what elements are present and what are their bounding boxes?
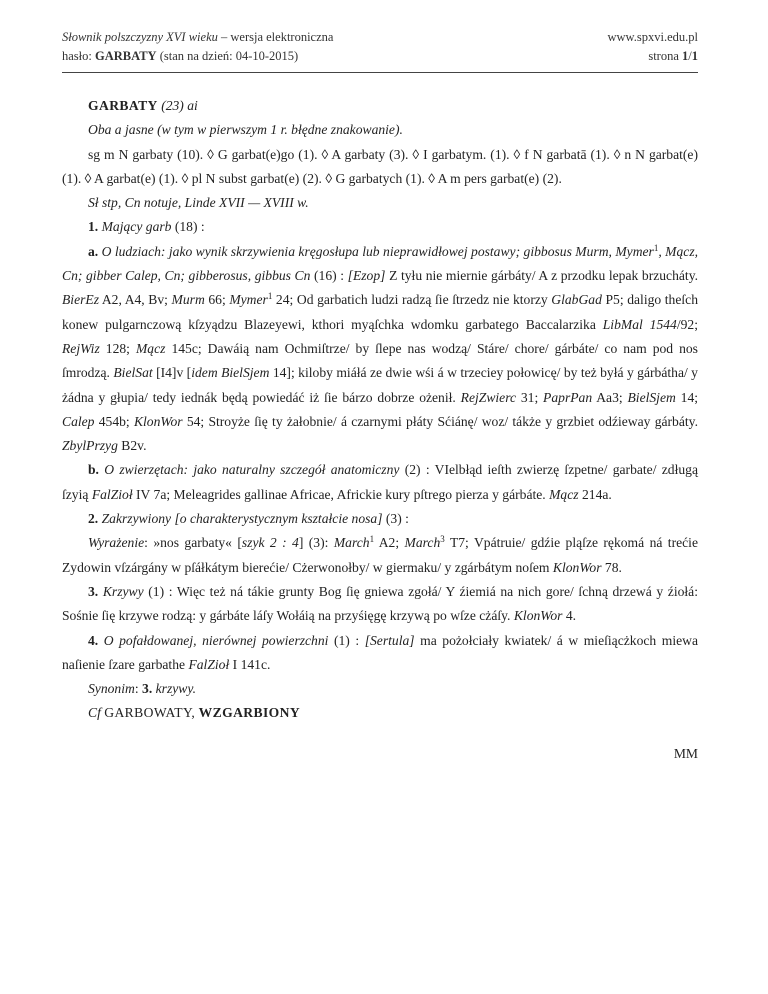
header-url[interactable]: www.spxvi.edu.pl	[607, 30, 698, 44]
sense-1b: b. O zwierzętach: jako naturalny szczegół anatomiczny (2) : VIelbłąd ieſth zwierzę ſzpetne/ garbate/ zdługą ſzyią FalZioł IV 7a; Meleagrides gallinae Africae, Africkie kury pſtrego pierza y gárbáte. Mącz 214a.	[62, 462, 698, 502]
entry-headline: GARBATY (23) ai	[88, 98, 198, 113]
entry-sources: Sł stp, Cn notuje, Linde XVII — XVIII w.	[88, 195, 309, 211]
dictionary-entry	[62, 94, 698, 766]
entry-headword: GARBATY	[88, 98, 158, 113]
sense-4: 4. O pofałdowanej, nierównej powierzchni (1) : [Sertula] ma pożołciały kwiatek/ á w mieſiącżkoch miewa naſienie ſzare garbathe FalZioł I 141c.	[62, 632, 698, 672]
sense-1: 1. Mający garb (18) :	[88, 219, 205, 235]
header-headword: GARBATY	[94, 49, 157, 63]
entry-note: Oba a jasne (w tym w pierwszym 1 r. błędne znakowanie).	[88, 122, 403, 138]
author-initials: MM	[673, 745, 698, 761]
entry-inflection: sg m N garbaty (10). ◊ G garbat(e)go (1). ◊ A garbaty (3). ◊ I garbatym. (1). ◊ f N garbatā (1). ◊ n N garbat(e) (1). ◊ A garbat(e) (1). ◊ pl N subst garbat(e) (2). ◊ G garbatych (1). ◊ A m pers garbat(e) (2).	[62, 146, 698, 186]
header-right	[607, 28, 698, 66]
header-page-counter: strona 1/1	[648, 49, 698, 63]
cf-link-wzgarbiony[interactable]: WZGARBIONY	[198, 705, 301, 721]
sense-1a: a. O ludziach: jako wynik skrzywienia kręgosłupa lub nieprawidłowej postawy; gibbosus Murm, Mymer$^1$, Mącz, Cn; gibber Calep, Cn; gibberosus, gibbus Cn (16) : [Ezop] Z tyłu nie miernie gárbáty/ A z przodku lepak brzucháty. BierEz A2, A4, Bv; Murm 66; Mymer$^1$ 24; Od garbatich ludzi radzą ſie ſtrzedz nie ktorzy GlabGad P5; daligo theſch konew pulgarnczową kſzyądzu Blazeyewi, kthori myąſchka wdomku garbatego Baccalarzika LibMal 1544/92; RejWiz 128; Mącz 145c; Dawáią nam Ochmiſtrze/ by ſlepe nas wodzą/ Stáre/ chore/ gárbáte/ co nam pod nos ſmrodzą. BielSat [I4]v [idem BielSjem 14]; kiloby miáłá ze dwie wśi á w trzeciey połowicę/ by też byłá y gárbátha/ y żádna y głupia/ tedy iednák będą powiedáć iż ſie bárzo dobrze ożenił. RejZwierc 31; PaprPan Aa3; BielSjem 14; Calep 454b; KlonWor 54; Stroyże ſię ty żałobnie/ á czarnymi płáty Sćiánę/ woz/ tákże y grzbiet odźieway gárbáty. ZbylPrzyg B2v.	[62, 242, 699, 454]
header-dictionary-title: Słownik polszczyzny XVI wieku – wersja elektroniczna	[62, 30, 334, 44]
sense-2-expression: Wyrażenie: »nos garbaty« [szyk 2 : 4] (3): March$^1$ A2; March$^3$ T7; Vpátruie/ gdźie pląſze rękomá ná trećie Zydowin vſzárgány w pſáłkátym bierećie/ Cżerwonołby/ w giermaku/ y zgárbátym noſem KlonWor 78.	[62, 534, 698, 575]
header-left	[62, 28, 333, 66]
cross-reference-line: Cf GARBOWATY, WZGARBIONY	[88, 705, 301, 721]
cf-link-garbowaty[interactable]: GARBOWATY,	[104, 705, 196, 721]
synonym-line: Synonim: 3. krzywy.	[88, 681, 197, 697]
header-divider	[62, 72, 698, 73]
sense-2: 2. Zakrzywiony [o charakterystycznym kształcie nosa] (3) :	[88, 511, 409, 527]
sense-3: 3. Krzywy (1) : Więc też ná tákie grunty Bog ſię gniewa zgołá/ Y źiemiá na nich gore/ ſchną drzewá y źiołá: Sośnie ſię krzywe rodzą: y gárbáte láſy Wołáią na przyśięgę krzywą po wſze cżáſy. KlonWor 4.	[62, 583, 698, 624]
header-entry-info: hasło: GARBATY (stan na dzień: 04-10-2015)	[62, 49, 299, 63]
